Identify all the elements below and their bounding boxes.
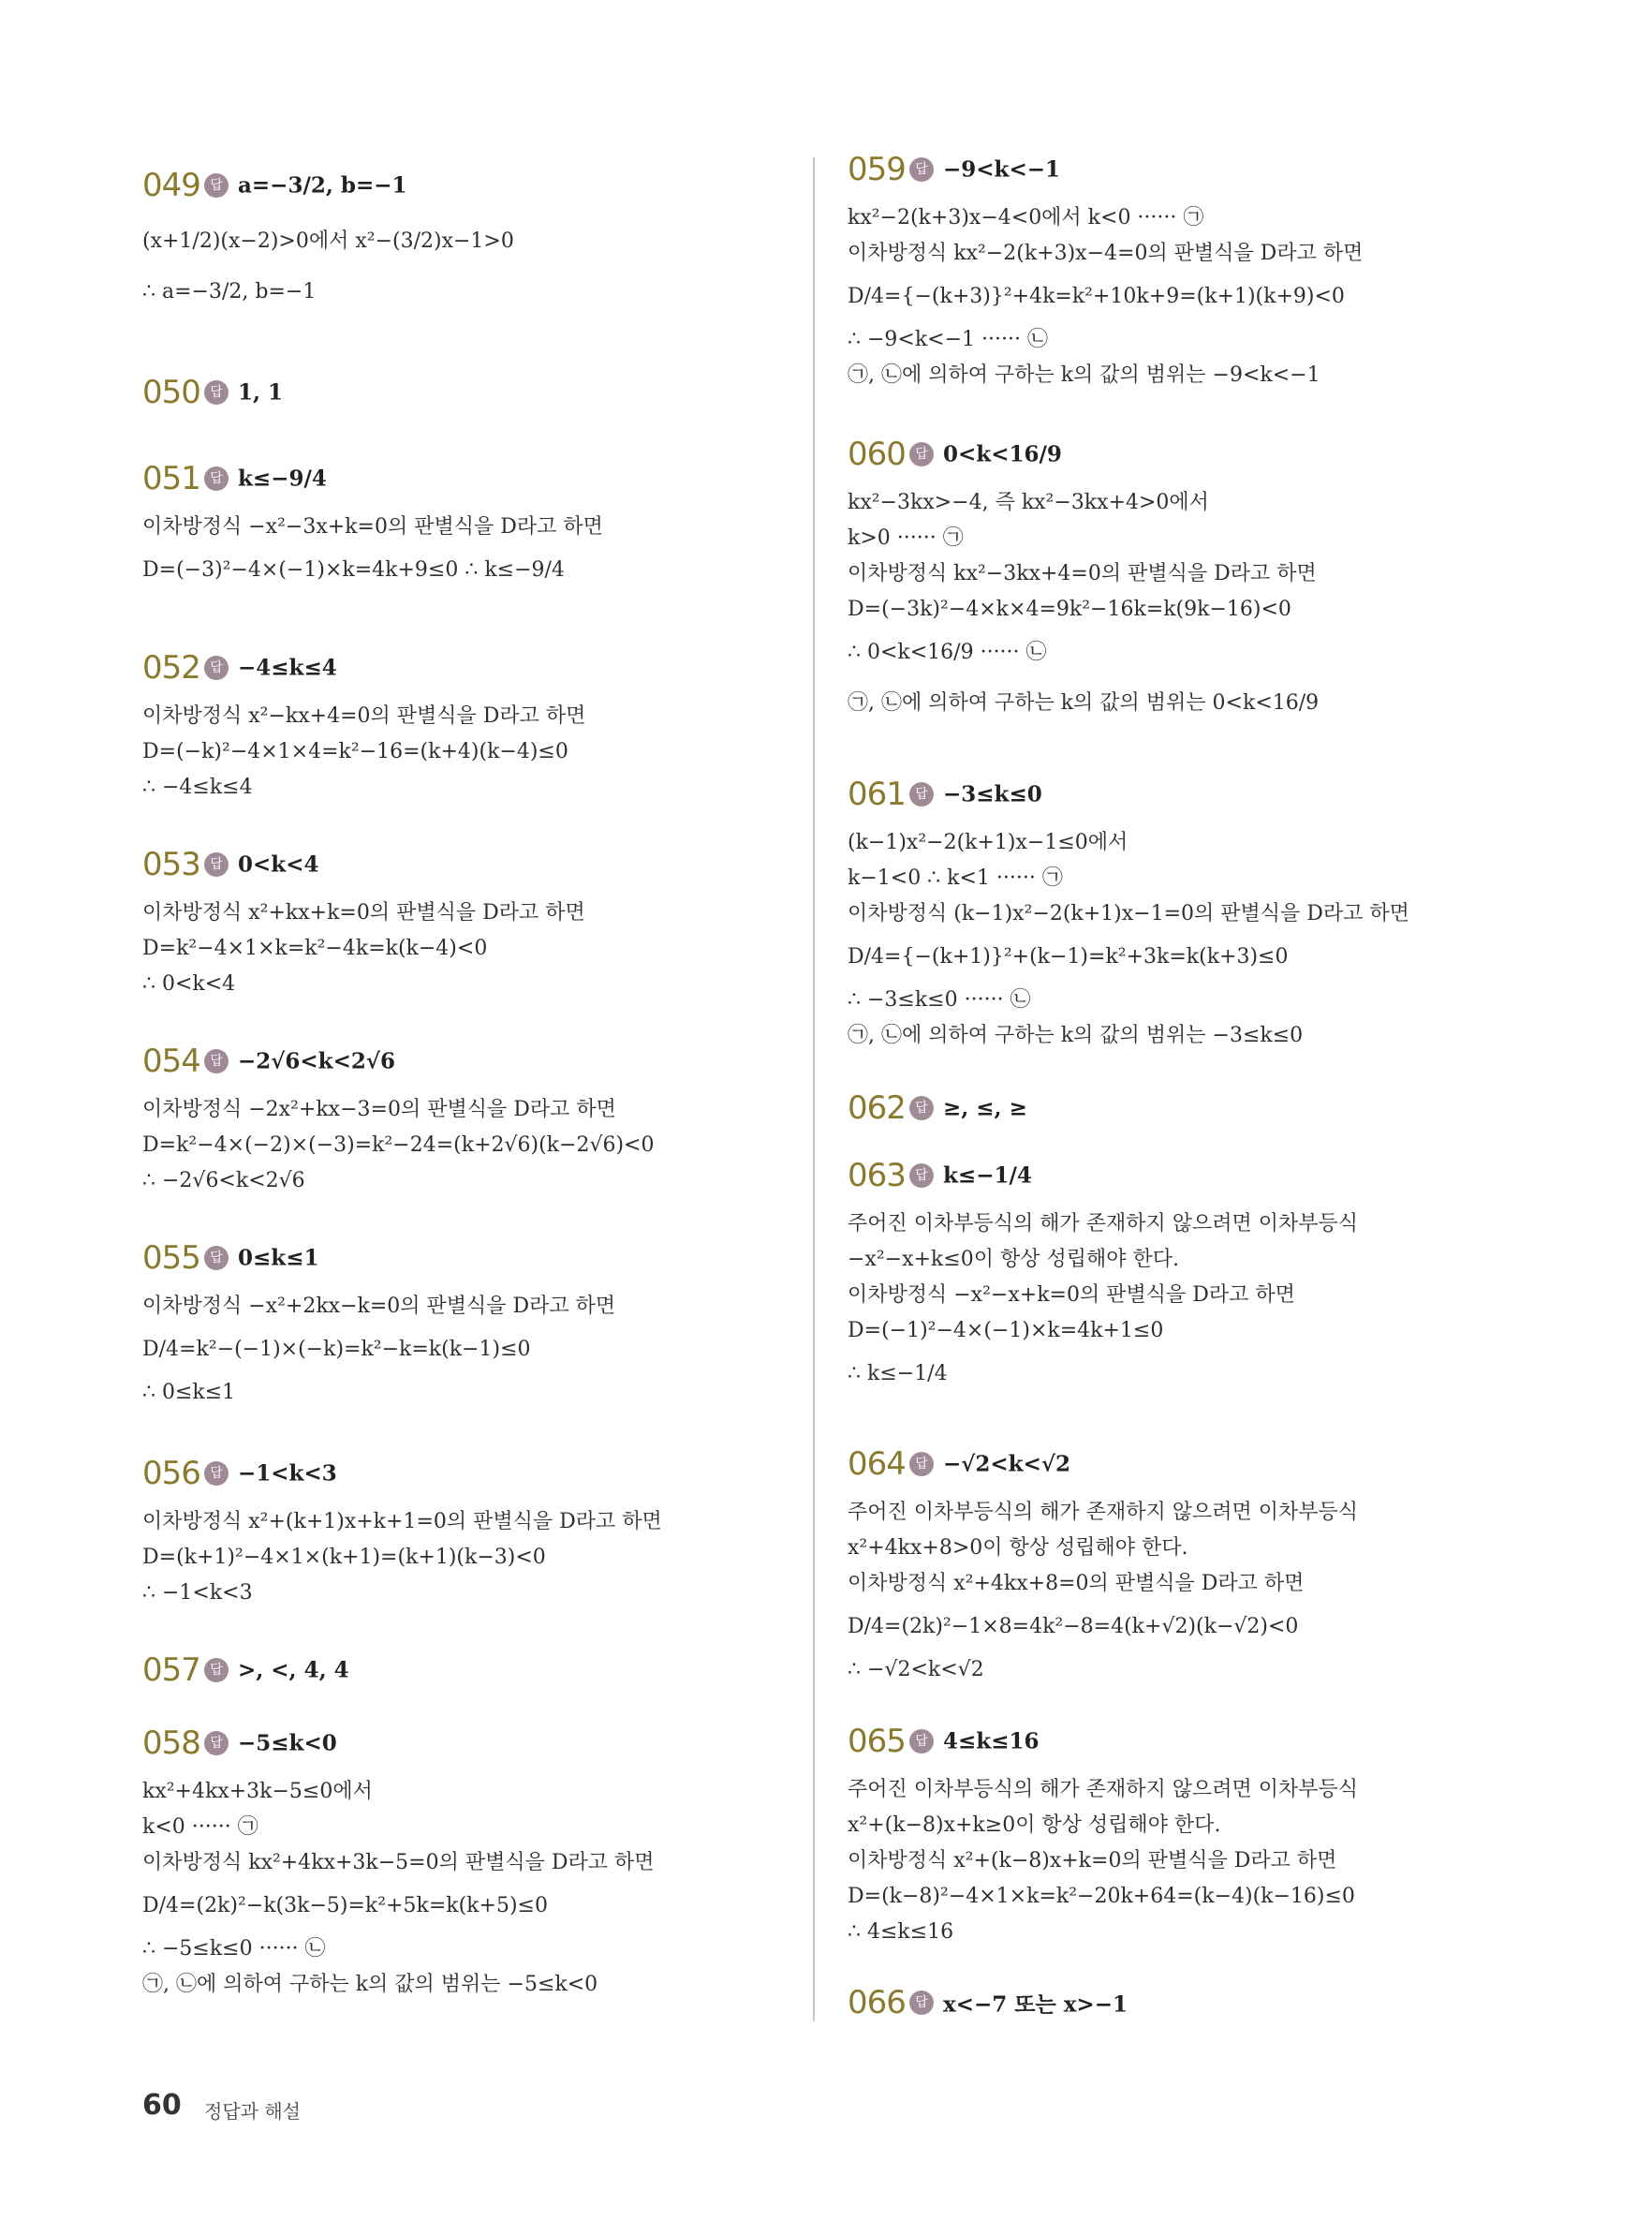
- solution-line: ∴ 0≤k≤1: [142, 1381, 236, 1404]
- problem-number: 055: [142, 1239, 200, 1277]
- problem-051: [142, 448, 798, 596]
- answer-badge-icon: 답: [909, 782, 934, 807]
- solution-line: 이차방정식 x²−kx+4=0의 판별식을 D라고 하면: [142, 704, 586, 728]
- problem-number: 050: [142, 374, 200, 411]
- answer-badge-icon: 답: [204, 1246, 229, 1270]
- answer-text: −3≤k≤0: [943, 781, 1042, 807]
- solution-line: (k−1)x²−2(k+1)x−1≤0에서: [848, 831, 1128, 854]
- problem-062: [848, 1077, 1559, 1139]
- problem-055: [142, 1227, 798, 1411]
- solution-line: ∴ −9<k<−1 ······ ㉡: [848, 328, 1048, 351]
- problem-number: 054: [142, 1043, 200, 1080]
- solution-line: 이차방정식 x²+4kx+8=0의 판별식을 D라고 하면: [848, 1572, 1305, 1595]
- solution-line: 주어진 이차부등식의 해가 존재하지 않으려면 이차부등식: [848, 1501, 1359, 1524]
- solution-line: 이차방정식 x²+(k−8)x+k=0의 판별식을 D라고 하면: [848, 1849, 1337, 1872]
- answer-badge-icon: 답: [909, 1163, 934, 1188]
- solution-line: −x²−x+k≤0이 항상 성립해야 한다.: [848, 1248, 1179, 1271]
- answer-text: −5≤k<0: [238, 1730, 337, 1756]
- solution-line: 이차방정식 kx²+4kx+3k−5=0의 판별식을 D라고 하면: [142, 1851, 655, 1874]
- answer-text: 0<k<16/9: [943, 441, 1062, 467]
- solution-line: ∴ k≤−1/4: [848, 1362, 948, 1385]
- page-number: 60: [142, 2089, 182, 2122]
- answer-badge-icon: 답: [204, 380, 229, 405]
- solution-line: ∴ −2√6<k<2√6: [142, 1169, 305, 1192]
- answer-text: −9<k<−1: [943, 156, 1061, 183]
- solution-line: 이차방정식 −x²−3x+k=0의 판별식을 D라고 하면: [142, 515, 603, 539]
- solution-line: (x+1/2)(x−2)>0에서 x²−(3/2)x−1>0: [142, 229, 514, 253]
- problem-number: 066: [848, 1984, 906, 2021]
- problem-056: [142, 1443, 798, 1611]
- problem-065: [848, 1710, 1559, 1950]
- solution-line: D=(k−8)²−4×1×k=k²−20k+64=(k−4)(k−16)≤0: [848, 1885, 1355, 1908]
- solution-line: kx²−2(k+3)x−4<0에서 k<0 ······ ㉠: [848, 206, 1204, 229]
- problem-053: [142, 834, 798, 1002]
- solution-line: ∴ 4≤k≤16: [848, 1920, 954, 1944]
- answer-badge-icon: 답: [909, 442, 934, 466]
- solution-line: D=k²−4×1×k=k²−4k=k(k−4)<0: [142, 937, 488, 960]
- solution-line: 이차방정식 kx²−3kx+4=0의 판별식을 D라고 하면: [848, 562, 1317, 585]
- footer-label: 정답과 해설: [204, 2100, 301, 2123]
- solution-line: x²+4kx+8>0이 항상 성립해야 한다.: [848, 1536, 1188, 1560]
- answer-badge-icon: 답: [204, 852, 229, 877]
- solution-line: D/4={−(k+3)}²+4k=k²+10k+9=(k+1)(k+9)<0: [848, 285, 1345, 308]
- solution-line: ∴ 0<k<16/9 ······ ㉡: [848, 641, 1047, 664]
- problem-number: 062: [848, 1089, 906, 1127]
- solution-line: 이차방정식 kx²−2(k+3)x−4=0의 판별식을 D라고 하면: [848, 242, 1364, 265]
- solution-line: D=k²−4×(−2)×(−3)=k²−24=(k+2√6)(k−2√6)<0: [142, 1133, 655, 1157]
- solution-line: 이차방정식 (k−1)x²−2(k+1)x−1=0의 판별식을 D라고 하면: [848, 902, 1409, 925]
- answer-text: −√2<k<√2: [943, 1451, 1070, 1477]
- problem-052: [142, 637, 798, 806]
- answer-badge-icon: 답: [909, 1991, 934, 2015]
- answer-text: −1<k<3: [238, 1460, 337, 1487]
- solution-line: 주어진 이차부등식의 해가 존재하지 않으려면 이차부등식: [848, 1778, 1359, 1801]
- answer-text: 1, 1: [238, 379, 284, 406]
- problem-058: [142, 1712, 798, 2003]
- problem-number: 059: [848, 151, 906, 188]
- solution-line: ∴ −4≤k≤4: [142, 776, 253, 799]
- problem-number: 057: [142, 1651, 200, 1689]
- problem-064: [848, 1433, 1559, 1688]
- solution-line: x²+(k−8)x+k≥0이 항상 성립해야 한다.: [848, 1813, 1221, 1837]
- solution-line: D/4=(2k)²−k(3k−5)=k²+5k=k(k+5)≤0: [142, 1894, 548, 1917]
- problem-number: 058: [142, 1724, 200, 1762]
- problem-number: 064: [848, 1445, 906, 1483]
- solution-line: 주어진 이차부등식의 해가 존재하지 않으려면 이차부등식: [848, 1212, 1359, 1236]
- answer-badge-icon: 답: [204, 466, 229, 491]
- solution-line: D=(k+1)²−4×1×(k+1)=(k+1)(k−3)<0: [142, 1546, 546, 1569]
- problem-054: [142, 1030, 798, 1199]
- problem-059: [848, 139, 1559, 393]
- solution-line: k<0 ······ ㉠: [142, 1815, 258, 1839]
- problem-057: [142, 1639, 798, 1701]
- answer-text: −2√6<k<2√6: [238, 1048, 395, 1074]
- problem-number: 051: [142, 460, 200, 497]
- problem-number: 063: [848, 1157, 906, 1194]
- solution-line: k>0 ······ ㉠: [848, 526, 964, 550]
- solution-line: ∴ −5≤k≤0 ······ ㉡: [142, 1937, 326, 1961]
- problem-060: [848, 423, 1559, 729]
- solution-line: kx²+4kx+3k−5≤0에서: [142, 1780, 373, 1803]
- problem-number: 053: [142, 846, 200, 883]
- answer-badge-icon: 답: [204, 1461, 229, 1486]
- solution-line: ∴ a=−3/2, b=−1: [142, 280, 317, 303]
- solution-line: ㉠, ㉡에 의하여 구하는 k의 값의 범위는 −9<k<−1: [848, 363, 1320, 387]
- problem-number: 049: [142, 167, 200, 204]
- solution-line: 이차방정식 x²+(k+1)x+k+1=0의 판별식을 D라고 하면: [142, 1510, 662, 1533]
- solution-line: 이차방정식 −2x²+kx−3=0의 판별식을 D라고 하면: [142, 1098, 616, 1121]
- answer-text: 0≤k≤1: [238, 1245, 319, 1271]
- solution-line: kx²−3kx>−4, 즉 kx²−3kx+4>0에서: [848, 491, 1209, 514]
- solution-line: ㉠, ㉡에 의하여 구하는 k의 값의 범위는 0<k<16/9: [848, 691, 1320, 715]
- solution-line: 이차방정식 −x²+2kx−k=0의 판별식을 D라고 하면: [142, 1295, 616, 1318]
- solution-line: ∴ 0<k<4: [142, 972, 236, 996]
- solution-line: D/4=(2k)²−1×8=4k²−8=4(k+√2)(k−√2)<0: [848, 1615, 1299, 1638]
- problem-063: [848, 1145, 1559, 1399]
- solution-line: ∴ −1<k<3: [142, 1581, 253, 1605]
- answer-badge-icon: 답: [204, 173, 229, 198]
- answer-badge-icon: 답: [204, 1731, 229, 1755]
- answer-text: 4≤k≤16: [943, 1728, 1040, 1754]
- solution-line: ㉠, ㉡에 의하여 구하는 k의 값의 범위는 −5≤k<0: [142, 1973, 598, 1996]
- answer-badge-icon: 답: [909, 1729, 934, 1754]
- problem-number: 060: [848, 436, 906, 473]
- column-divider: [813, 157, 815, 2021]
- problem-number: 052: [142, 649, 200, 687]
- answer-text: a=−3/2, b=−1: [238, 172, 407, 199]
- answer-text: >, <, 4, 4: [238, 1657, 349, 1683]
- solution-line: ∴ −√2<k<√2: [848, 1658, 984, 1681]
- solution-line: D=(−1)²−4×(−1)×k=4k+1≤0: [848, 1319, 1164, 1342]
- problem-066: [848, 1972, 1559, 2034]
- problem-number: 061: [848, 776, 906, 813]
- answer-badge-icon: 답: [204, 1049, 229, 1073]
- solution-line: D/4=k²−(−1)×(−k)=k²−k=k(k−1)≤0: [142, 1338, 531, 1361]
- solution-line: k−1<0 ∴ k<1 ······ ㉠: [848, 866, 1063, 890]
- problem-061: [848, 763, 1559, 1054]
- answer-badge-icon: 답: [909, 1452, 934, 1476]
- solution-line: D/4={−(k+1)}²+(k−1)=k²+3k=k(k+3)≤0: [848, 945, 1289, 969]
- solution-line: ∴ −3≤k≤0 ······ ㉡: [848, 988, 1031, 1012]
- problem-number: 065: [848, 1723, 906, 1760]
- answer-badge-icon: 답: [204, 656, 229, 680]
- answer-text: x<−7 또는 x>−1: [943, 1991, 1128, 2018]
- answer-text: ≥, ≤, ≥: [943, 1095, 1027, 1121]
- solution-line: 이차방정식 −x²−x+k=0의 판별식을 D라고 하면: [848, 1283, 1295, 1307]
- answer-text: k≤−1/4: [943, 1162, 1032, 1189]
- problem-049: [142, 155, 798, 318]
- solution-line: 이차방정식 x²+kx+k=0의 판별식을 D라고 하면: [142, 901, 585, 925]
- answer-text: 0<k<4: [238, 851, 319, 878]
- answer-text: k≤−9/4: [238, 466, 327, 492]
- answer-badge-icon: 답: [909, 1096, 934, 1120]
- solution-line: D=(−3k)²−4×k×4=9k²−16k=k(9k−16)<0: [848, 598, 1291, 621]
- answer-text: −4≤k≤4: [238, 655, 337, 681]
- solution-line: D=(−3)²−4×(−1)×k=4k+9≤0 ∴ k≤−9/4: [142, 558, 565, 582]
- problem-number: 056: [142, 1455, 200, 1492]
- answer-badge-icon: 답: [204, 1658, 229, 1682]
- answer-badge-icon: 답: [909, 157, 934, 182]
- solution-line: D=(−k)²−4×1×4=k²−16=(k+4)(k−4)≤0: [142, 740, 568, 763]
- solution-line: ㉠, ㉡에 의하여 구하는 k의 값의 범위는 −3≤k≤0: [848, 1024, 1304, 1047]
- problem-050: [142, 362, 798, 423]
